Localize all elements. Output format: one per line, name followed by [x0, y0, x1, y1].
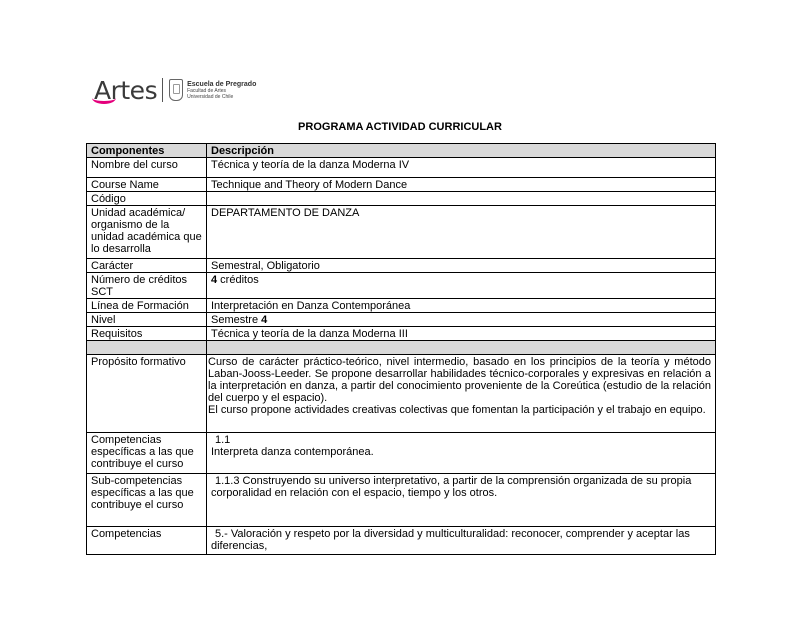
table-row	[87, 355, 716, 433]
row-value: Técnica y teoría de la danza Moderna IV	[207, 158, 716, 178]
curricular-table	[86, 143, 716, 555]
table-row	[87, 273, 716, 299]
separator-row	[87, 341, 716, 355]
university-seal-icon	[169, 79, 183, 101]
row-value: Técnica y teoría de la danza Moderna III	[207, 327, 716, 341]
logo-line-1: Escuela de Pregrado	[187, 80, 257, 88]
row-label: Competencias específicas a las que contribuye el curso	[87, 433, 207, 474]
row-label: Propósito formativo	[87, 355, 207, 433]
row-label: Número de créditos SCT	[87, 273, 207, 299]
table-row	[87, 313, 716, 327]
row-label: Requisitos	[87, 327, 207, 341]
row-value	[207, 192, 716, 206]
level-text: Semestre	[211, 314, 262, 326]
row-value: Technique and Theory of Modern Dance	[207, 178, 716, 192]
table-row	[87, 327, 716, 341]
row-label: Carácter	[87, 259, 207, 273]
row-label: Sub-competencias específicas a las que contribuye el curso	[87, 474, 207, 527]
purpose-paragraph-1: Curso de carácter práctico-teórico, nivel intermedio, basado en los principios de la teoría y método Laban-Jooss-Leeder. Se propone desarrollar habilidades técnico-corporales y expresivas en relación a la interpretación en danza, a partir del conocimiento proveniente de la Coreútica (estudio de la relación del cuerpo y el espacio).	[208, 356, 711, 404]
table-row	[87, 527, 716, 555]
row-value: Semestral, Obligatorio	[207, 259, 716, 273]
row-label: Unidad académica/ organismo de la unidad académica que lo desarrolla	[87, 206, 207, 259]
row-value: Interpretación en Danza Contemporánea	[207, 299, 716, 313]
purpose-paragraph-2: El curso propone actividades creativas colectivas que fomentan la participación y el trabajo en equipo.	[208, 404, 706, 416]
row-value: DEPARTAMENTO DE DANZA	[207, 206, 716, 259]
logo-wordmark: Artes	[94, 75, 158, 105]
table-header-row	[87, 144, 716, 158]
row-label: Línea de Formación	[87, 299, 207, 313]
row-label: Course Name	[87, 178, 207, 192]
table-row	[87, 158, 716, 178]
competency-code: 1.1	[215, 434, 231, 446]
competency-text: Interpreta danza contemporánea.	[211, 446, 374, 458]
logo-line-2: Facultad de Artes	[187, 87, 227, 94]
table-row	[87, 433, 716, 474]
logo-swoosh-icon	[92, 92, 116, 104]
table-row	[87, 259, 716, 273]
header-descripcion: Descripción	[207, 144, 716, 158]
row-label: Nombre del curso	[87, 158, 207, 178]
table-row	[87, 206, 716, 259]
row-value	[207, 474, 716, 527]
row-label: Nivel	[87, 313, 207, 327]
row-value	[207, 313, 716, 327]
row-label: Código	[87, 192, 207, 206]
logo-text	[187, 81, 256, 100]
row-value	[207, 273, 716, 299]
table-row	[87, 192, 716, 206]
row-value	[207, 527, 716, 555]
artes-logo	[94, 74, 256, 106]
row-label: Competencias	[87, 527, 207, 555]
header-componentes: Componentes	[87, 144, 207, 158]
credits-unit: créditos	[217, 274, 259, 286]
document-title: PROGRAMA ACTIVIDAD CURRICULAR	[298, 121, 502, 133]
logo-separator	[162, 78, 163, 102]
level-number: 4	[261, 314, 268, 326]
competencies-text: 5.- Valoración y respeto por la diversidad y multiculturalidad: reconocer, comprender y aceptar las diferencias,	[211, 528, 690, 552]
row-value	[207, 355, 716, 433]
sub-competency-text: 1.1.3 Construyendo su universo interpretativo, a partir de la comprensión organizada de su propia corporalidad en relación con el espacio, tiempo y los otros.	[211, 475, 692, 499]
logo-line-3: Universidad de Chile	[187, 93, 234, 100]
table-row	[87, 178, 716, 192]
credits-number: 4	[211, 274, 218, 286]
table-row	[87, 299, 716, 313]
table-row	[87, 474, 716, 527]
row-value	[207, 433, 716, 474]
